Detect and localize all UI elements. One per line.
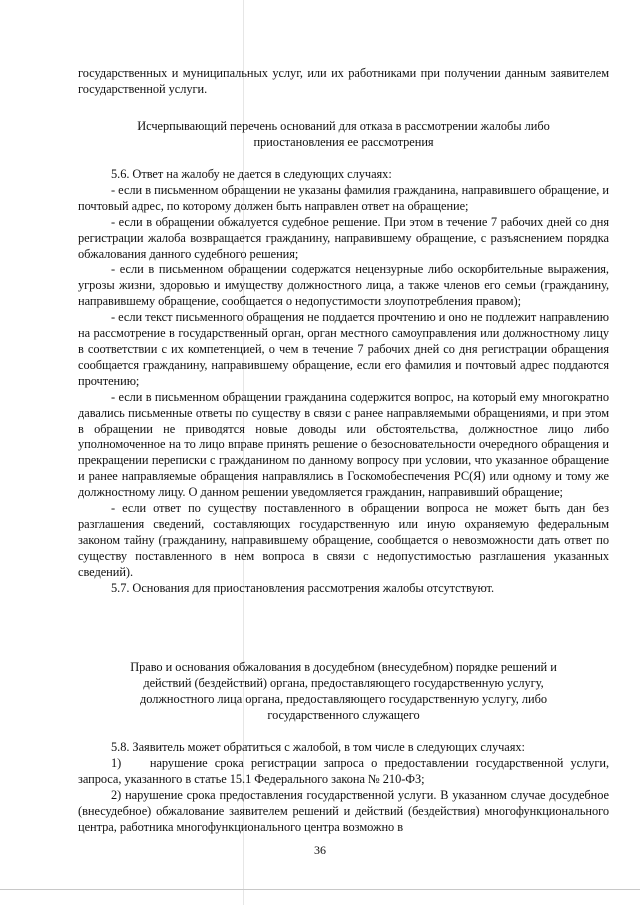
section-5-8 [78,740,609,835]
list-item: - если текст письменного обращения не поддается прочтению и оно не подлежит направлению на рассмотрение в государственный орган, орган местного самоуправления или должностному лицу в соответствии с их компетенцией, о чем в течение 7 рабочих дней со дня регистрации обращения сообщается гражданину, направившему обращение, если его фамилия и почтовый адрес поддаются прочтению; [78,310,609,388]
top-paragraph: государственных и муниципальных услуг, или их работниками при получении данным заявителем государственной услуги. [78,66,609,96]
list-item: - если в обращении обжалуется судебное решение. При этом в течение 7 рабочих дней со дня регистрации жалоба возвращается гражданину, направившему обращение, с разъяснением порядка обжалования данного судебного решения; [78,214,609,261]
list-item: - если в письменном обращении содержатся нецензурные либо оскорбительные выражения, угрозы жизни, здоровью и имуществу должностного лица, а также членов его семьи (гражданину, направившему обращение, сообщается о недопустимости злоупотребления правом); [78,262,609,309]
list-item: - если в письменном обращении не указаны фамилия гражданина, направившего обращение, и почтовый адрес, по которому должен быть направлен ответ на обращение; [78,182,609,213]
section-heading-2-line-4: государственного служащего [267,707,420,722]
paragraph-5-6: 5.6. Ответ на жалобу не дается в следующих случаях: [111,167,392,181]
paragraph-5-7: 5.7. Основания для приостановления рассмотрения жалобы отсутствуют. [111,580,494,595]
paragraph-5-8: 5.8. Заявитель может обратиться с жалобой, в том числе в следующих случаях: [111,740,525,754]
list-item: 2) нарушение срока предоставления государственной услуги. В указанном случае досудебное (внесудебное) обжалование заявителем решений и действий (бездействия) многофункционального центра, работника многофункционального центра возможно в [78,787,609,834]
page-number: 36 [314,843,326,857]
section-heading-1 [78,119,609,151]
top-paragraph-block [78,66,609,98]
section-heading-2-line-1: Право и основания обжалования в досудебном (внесудебном) порядке решений и [130,660,557,674]
section-heading-2 [78,660,609,724]
section-heading-1-line-2: приостановления ее рассмотрения [253,134,434,149]
section-5-6 [78,167,609,596]
section-heading-1-line-1: Исчерпывающий перечень оснований для отказа в рассмотрении жалобы либо [137,119,550,133]
list-item: 1) нарушение срока регистрации запроса о предоставлении государственной услуги, запроса, указанного в статье 15.1 Федерального закона № 210-ФЗ; [78,755,609,786]
scan-bottom-edge [0,889,640,890]
section-heading-2-line-2: действий (бездействий) органа, предоставляющего государственную услугу, [143,675,544,690]
list-item: - если в письменном обращении гражданина содержится вопрос, на который ему многократно давались письменные ответы по существу в связи с ранее направляемыми обращениями, и при этом в обращении не приводятся новые доводы или обстоятельства, должностное лицо либо уполномоченное на то лицо вправе принять решение о безосновательности очередного обращения и прекращении переписки с гражданином по данному вопросу при условии, что указанное обращение и ранее направляемые обращения направлялись в Госкомобеспечения РС(Я) или одному и тому же должностному лицу. О данном решении уведомляется гражданин, направивший обращение; [78,389,609,500]
section-heading-2-line-3: должностного лица органа, предоставляющего государственную услугу, либо [140,691,547,706]
list-item: - если ответ по существу поставленного в обращении вопроса не может быть дан без разглашения сведений, составляющих государственную или иную охраняемую федеральным законом тайну (гражданину, направившему обращение, сообщается о невозможности дать ответ по существу поставленного в нем вопроса в связи с недопустимостью разглашения указанных сведений). [78,501,609,579]
